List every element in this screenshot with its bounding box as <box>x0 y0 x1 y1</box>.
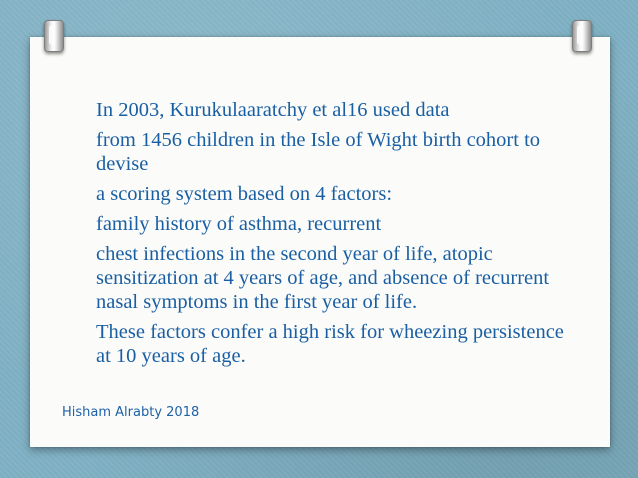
paragraph-4: family history of asthma, recurrent <box>96 213 382 235</box>
paragraph-3: a scoring system based on 4 factors: <box>96 183 393 205</box>
paragraph-1: In 2003, Kurukulaaratchy et al16 used data <box>96 99 450 121</box>
paragraph-2: from 1456 children in the Isle of Wight birth cohort to devise <box>96 129 541 175</box>
footer-author: Hisham Alrabty 2018 <box>62 405 200 420</box>
pushpin-right-icon <box>572 20 592 52</box>
paragraph-6: These factors confer a high risk for wheezing persistence at 10 years of age. <box>96 321 564 367</box>
slide-body <box>96 98 566 374</box>
pushpin-left-icon <box>44 20 64 52</box>
paragraph-5: chest infections in the second year of life, atopic sensitization at 4 years of age, and absence of recurrent nasal symptoms in the first year of life. <box>96 243 550 313</box>
